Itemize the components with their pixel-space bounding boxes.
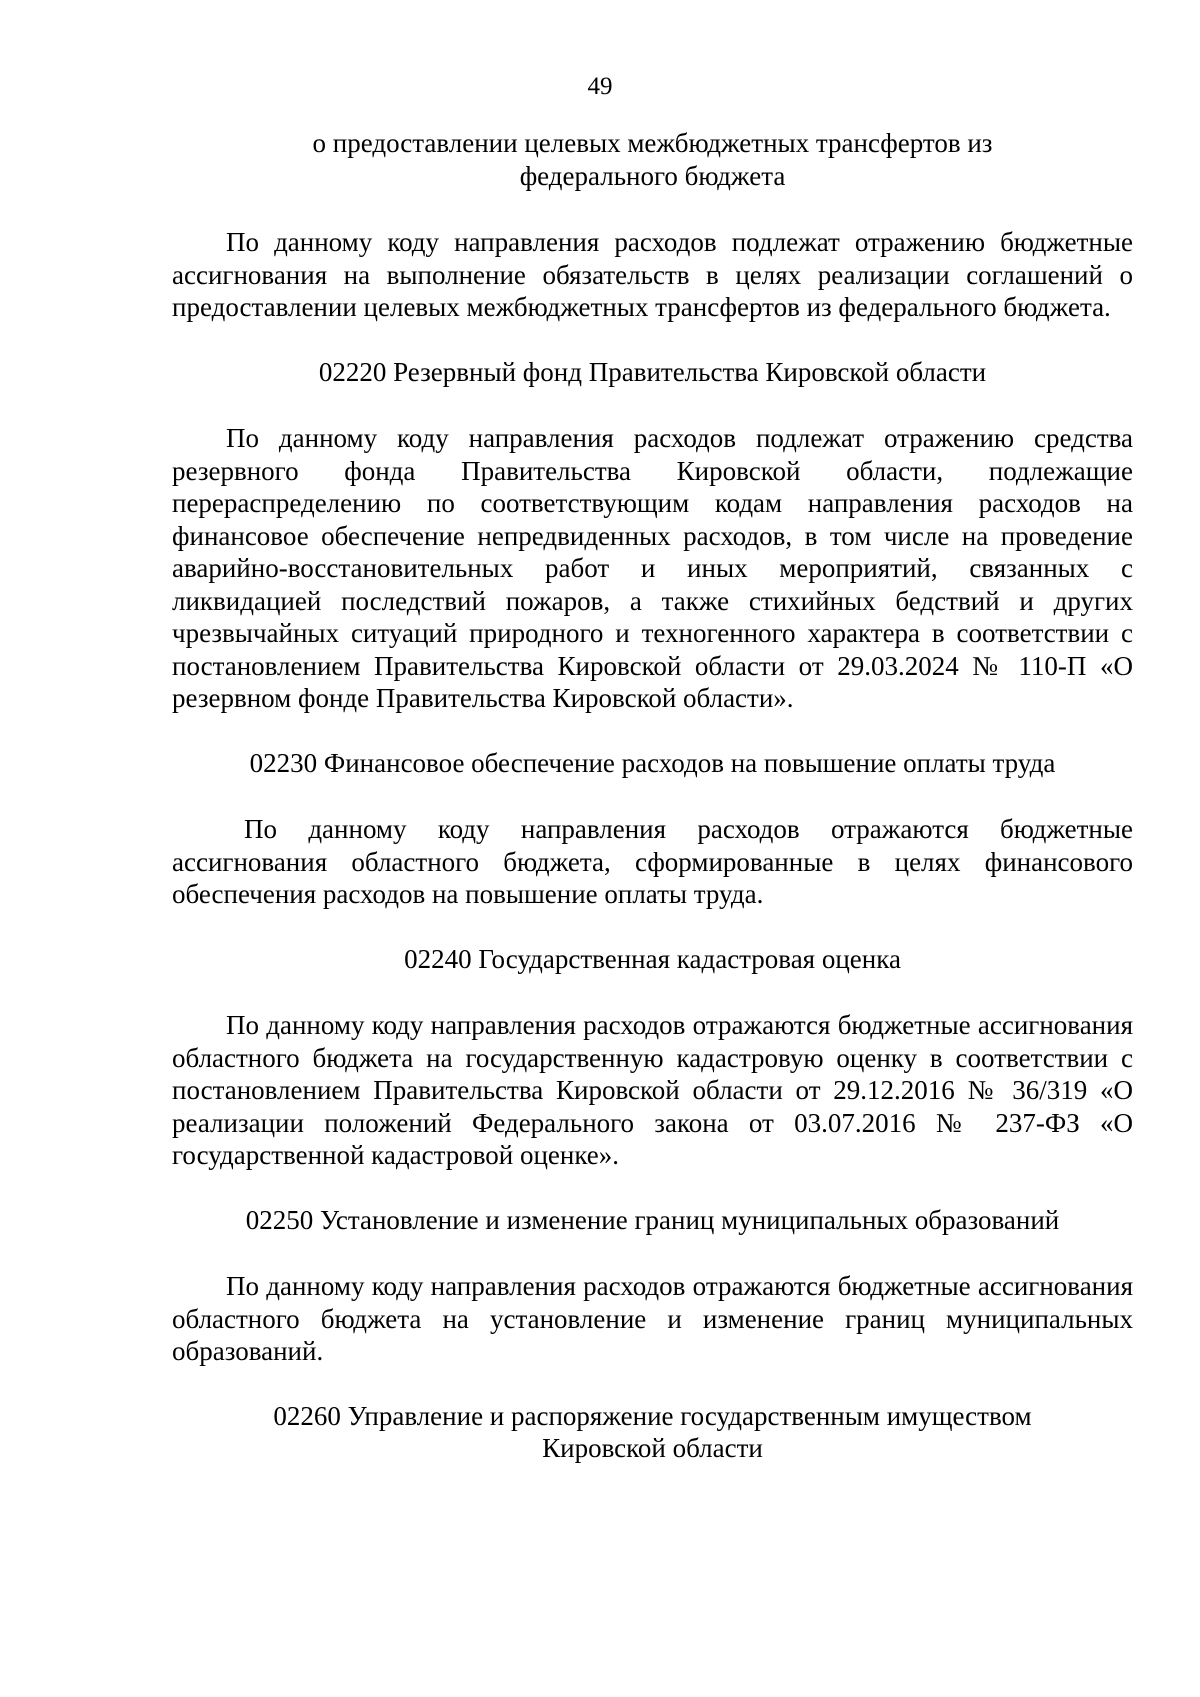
paragraph-transfers: По данному коду направления расходов подлежат отражению бюджетные ассигнования на выполнение обязательств в целях реализации соглашений о предоставлении целевых межбюджетных трансфертов из федерального бюджета. — [172, 227, 1133, 322]
page-number: 49 — [587, 73, 613, 100]
section-heading-02250: 02250 Установление и изменение границ муниципальных образований — [245, 1204, 1060, 1235]
section-heading-02230: 02230 Финансовое обеспечение расходов на повышение оплаты труда — [249, 747, 1056, 778]
paragraph-02250: По данному коду направления расходов отражаются бюджетные ассигнования областного бюджета на установление и изменение границ муниципальных образований. — [172, 1271, 1133, 1366]
section-heading-02220: 02220 Резервный фонд Правительства Кировской области — [318, 356, 987, 387]
paragraph-02240: По данному коду направления расходов отражаются бюджетные ассигнования областного бюджета на государственную кадастровую оценку в соответствии с постановлением Правительства Кировской области от 29.12.2016 № 36/319 «О реализации положений Федерального закона от 03.07.2016 № 237-ФЗ «О государственной кадастровой оценке». — [172, 1010, 1133, 1170]
section-heading-02240: 02240 Государственная кадастровая оценка — [404, 943, 901, 974]
paragraph-02230: По данному коду направления расходов отражаются бюджетные ассигнования областного бюджета, сформированные в целях финансового обеспечения расходов на повышение оплаты труда. — [172, 814, 1133, 909]
document-body — [172, 127, 1133, 1465]
section-heading-02260: 02260 Управление и распоряжение государственным имуществом Кировской области — [273, 1400, 1032, 1463]
section-heading-transfers: о предоставлении целевых межбюджетных трансфертов из федерального бюджета — [312, 128, 993, 191]
paragraph-02220: По данному коду направления расходов подлежат отражению средства резервного фонда Правительства Кировской области, подлежащие перераспределению по соответствующим кодам направления расходов на финансовое обеспечение непредвиденных расходов, в том числе на проведение аварийно-восстановительных работ и иных мероприятий, связанных с ликвидацией последствий пожаров, а также стихийных бедствий и других чрезвычайных ситуаций природного и техногенного характера в соответствии с постановлением Правительства Кировской области от 29.03.2024 № 110-П «О резервном фонде Правительства Кировской области». — [172, 423, 1133, 713]
